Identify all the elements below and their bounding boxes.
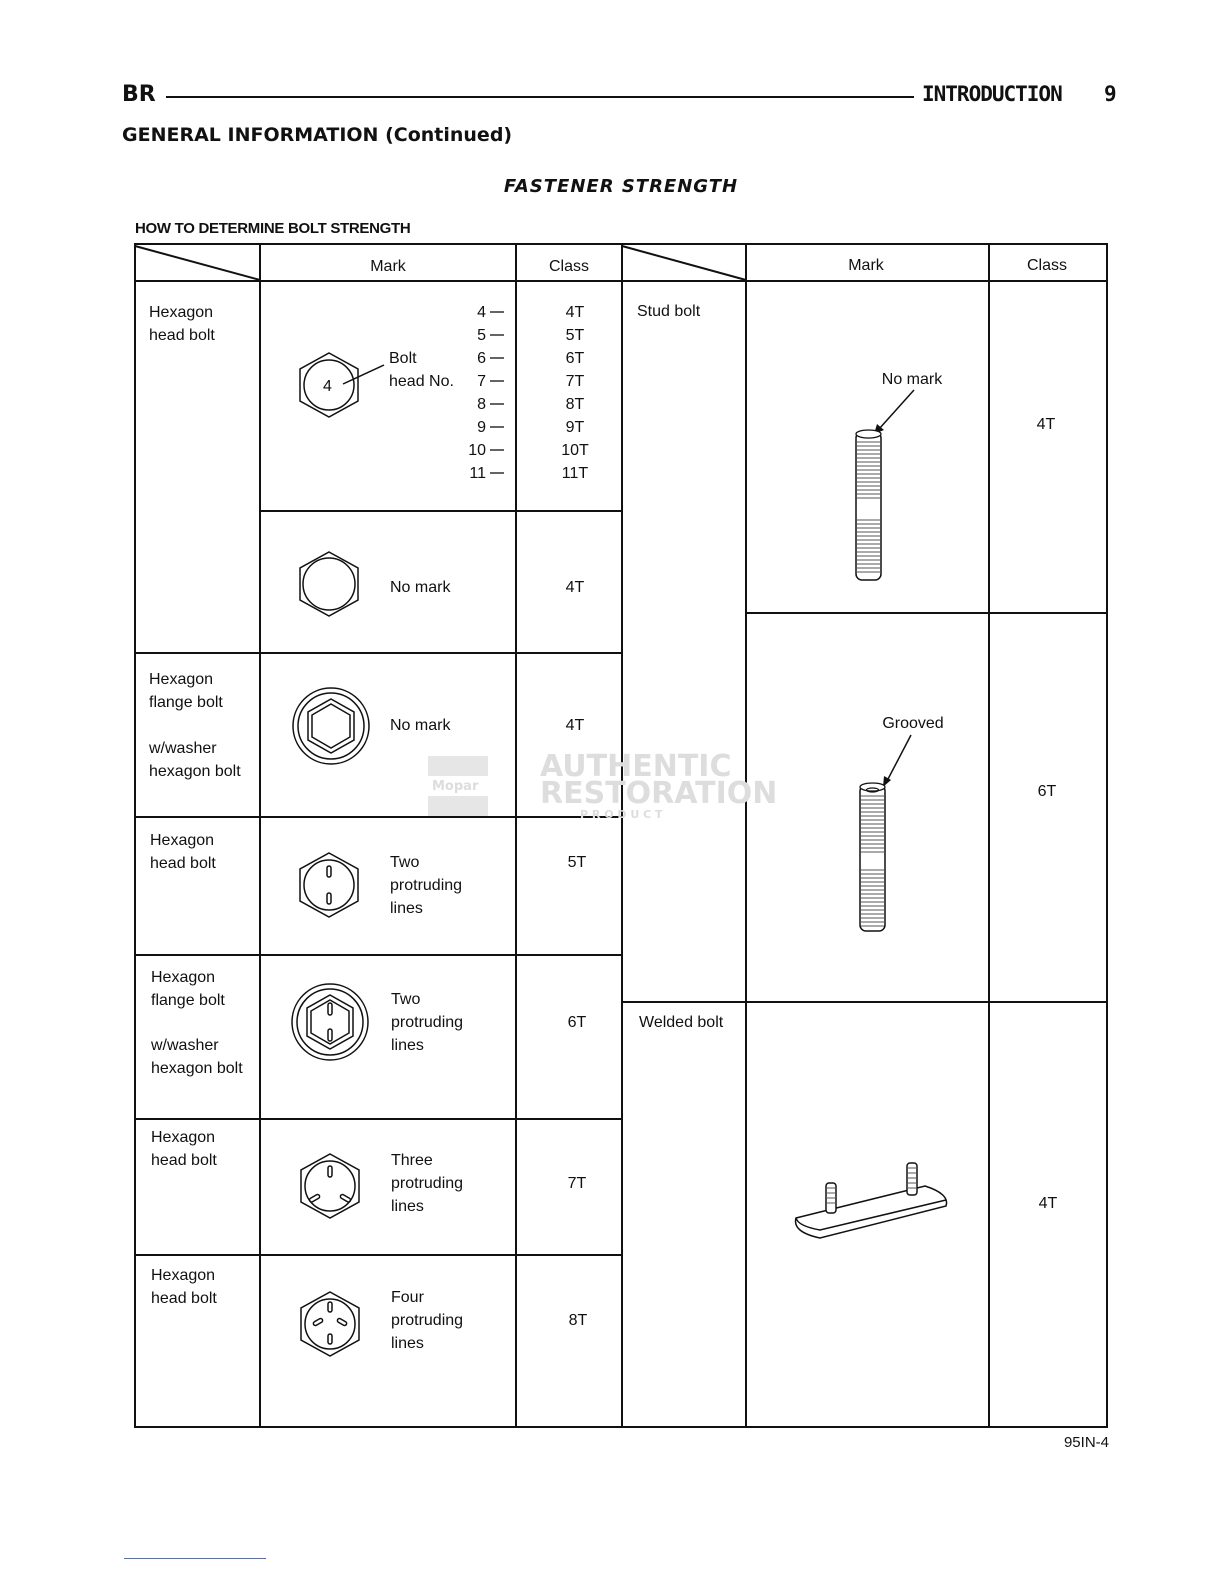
row4-type xyxy=(150,969,243,1077)
svg-text:5: 5 xyxy=(477,327,486,344)
row6-type xyxy=(151,1267,217,1307)
svg-text:lines: lines xyxy=(391,1335,424,1352)
svg-text:Hexagon: Hexagon xyxy=(150,832,215,849)
row5-class: 7T xyxy=(567,1175,587,1192)
watermark xyxy=(428,749,777,821)
row5-mark xyxy=(391,1152,463,1215)
watermark-line3: P R O D U C T xyxy=(580,808,663,821)
row6-class: 8T xyxy=(568,1312,588,1329)
svg-text:flange bolt: flange bolt xyxy=(151,992,225,1009)
welded-bolt-class: 4T xyxy=(1038,1195,1058,1212)
hex-head-plain-icon xyxy=(300,552,358,616)
stud-nomark-class: 4T xyxy=(1036,416,1056,433)
svg-text:protruding: protruding xyxy=(391,1175,464,1192)
header-section-code: BR xyxy=(122,82,156,107)
left-mark-header: Mark xyxy=(370,258,406,275)
stud-bolt-grooved-icon xyxy=(860,783,885,931)
row4-class: 6T xyxy=(567,1014,587,1031)
stud-grooved-arrow xyxy=(887,735,911,781)
svg-text:5T: 5T xyxy=(565,327,585,344)
footer-link-line xyxy=(124,1558,266,1559)
welded-bolt-icon xyxy=(796,1163,947,1238)
number-dashes xyxy=(490,312,504,473)
bolt-head-number: 4 xyxy=(323,378,332,395)
page-number: 9 xyxy=(1104,82,1117,106)
hex-head-two-lines-icon xyxy=(300,853,358,917)
figure-id: 95IN-4 xyxy=(1063,1434,1109,1451)
welded-bolt-type: Welded bolt xyxy=(639,1014,724,1031)
hex-head-numbered-icon xyxy=(300,353,384,417)
row3-mark xyxy=(390,854,462,917)
bolt-number-list xyxy=(468,304,486,482)
left-class-header: Class xyxy=(548,258,590,275)
right-class-header: Class xyxy=(1026,257,1068,274)
svg-text:8T: 8T xyxy=(565,396,585,413)
nomark-class-1: 4T xyxy=(565,579,585,596)
row3-type xyxy=(150,832,216,872)
row5-type xyxy=(151,1129,217,1169)
svg-text:Two: Two xyxy=(390,854,420,871)
svg-text:Three: Three xyxy=(391,1152,433,1169)
svg-text:Hexagon: Hexagon xyxy=(149,304,214,321)
row1-type xyxy=(149,304,215,344)
table-grid xyxy=(135,244,1107,1427)
svg-text:w/washer: w/washer xyxy=(149,740,217,757)
watermark-brand: Mopar xyxy=(432,779,479,794)
svg-text:6T: 6T xyxy=(565,350,585,367)
stud-bolt-plain-icon xyxy=(856,430,881,580)
row2-type xyxy=(148,671,241,780)
svg-text:4T: 4T xyxy=(565,304,585,321)
svg-text:flange bolt: flange bolt xyxy=(149,694,223,711)
bolt-label: Bolt xyxy=(389,350,417,367)
header-chapter-title: INTRODUCTION xyxy=(922,82,1062,106)
svg-text:hexagon bolt: hexagon bolt xyxy=(151,1060,243,1077)
row2-class: 4T xyxy=(565,717,585,734)
svg-text:lines: lines xyxy=(390,900,423,917)
row2-mark: No mark xyxy=(390,717,451,734)
svg-text:10: 10 xyxy=(468,442,486,459)
svg-text:protruding: protruding xyxy=(390,877,463,894)
svg-text:head bolt: head bolt xyxy=(151,1152,217,1169)
svg-text:protruding: protruding xyxy=(391,1312,464,1329)
svg-text:Two: Two xyxy=(391,991,421,1008)
head-no-label: head No. xyxy=(389,373,454,390)
svg-text:8: 8 xyxy=(477,396,486,413)
stud-nomark-label: No mark xyxy=(881,371,943,388)
svg-text:9T: 9T xyxy=(565,419,585,436)
svg-text:7: 7 xyxy=(477,373,486,390)
hex-head-four-lines-icon xyxy=(301,1292,359,1356)
svg-text:Hexagon: Hexagon xyxy=(151,1267,216,1284)
stud-grooved-label: Grooved xyxy=(882,715,944,732)
page-title: FASTENER STRENGTH xyxy=(503,176,739,197)
row4-mark xyxy=(391,991,463,1054)
stud-nomark-arrow xyxy=(879,390,914,429)
svg-text:lines: lines xyxy=(391,1198,424,1215)
svg-text:head bolt: head bolt xyxy=(151,1290,217,1307)
stud-grooved-class: 6T xyxy=(1037,783,1057,800)
svg-text:4: 4 xyxy=(477,304,486,321)
right-mark-header: Mark xyxy=(848,257,884,274)
svg-text:9: 9 xyxy=(477,419,486,436)
class-list xyxy=(561,304,589,482)
svg-text:Hexagon: Hexagon xyxy=(149,671,214,688)
watermark-line2: RESTORATION xyxy=(540,776,778,811)
svg-text:head bolt: head bolt xyxy=(149,327,215,344)
flange-bolt-two-lines-icon xyxy=(292,984,368,1060)
svg-text:7T: 7T xyxy=(565,373,585,390)
svg-text:protruding: protruding xyxy=(391,1014,464,1031)
svg-text:head bolt: head bolt xyxy=(150,855,216,872)
watermark-line1: AUTHENTIC xyxy=(540,749,732,784)
row6-mark xyxy=(391,1289,463,1352)
svg-text:Hexagon: Hexagon xyxy=(151,969,216,986)
svg-text:Four: Four xyxy=(391,1289,424,1306)
section-title: GENERAL INFORMATION (Continued) xyxy=(122,124,513,146)
svg-text:11: 11 xyxy=(469,465,486,482)
flange-bolt-plain-icon xyxy=(293,688,369,764)
svg-text:Hexagon: Hexagon xyxy=(151,1129,216,1146)
svg-text:hexagon bolt: hexagon bolt xyxy=(149,763,241,780)
row3-class: 5T xyxy=(567,854,587,871)
stud-bolt-type: Stud bolt xyxy=(637,303,701,320)
svg-text:w/washer: w/washer xyxy=(151,1037,219,1054)
svg-text:lines: lines xyxy=(391,1037,424,1054)
hex-head-three-lines-icon xyxy=(301,1154,359,1218)
nomark-label-1: No mark xyxy=(390,579,451,596)
svg-text:11T: 11T xyxy=(561,465,589,482)
table-subtitle: HOW TO DETERMINE BOLT STRENGTH xyxy=(135,220,411,237)
svg-text:10T: 10T xyxy=(561,442,589,459)
svg-text:6: 6 xyxy=(477,350,486,367)
